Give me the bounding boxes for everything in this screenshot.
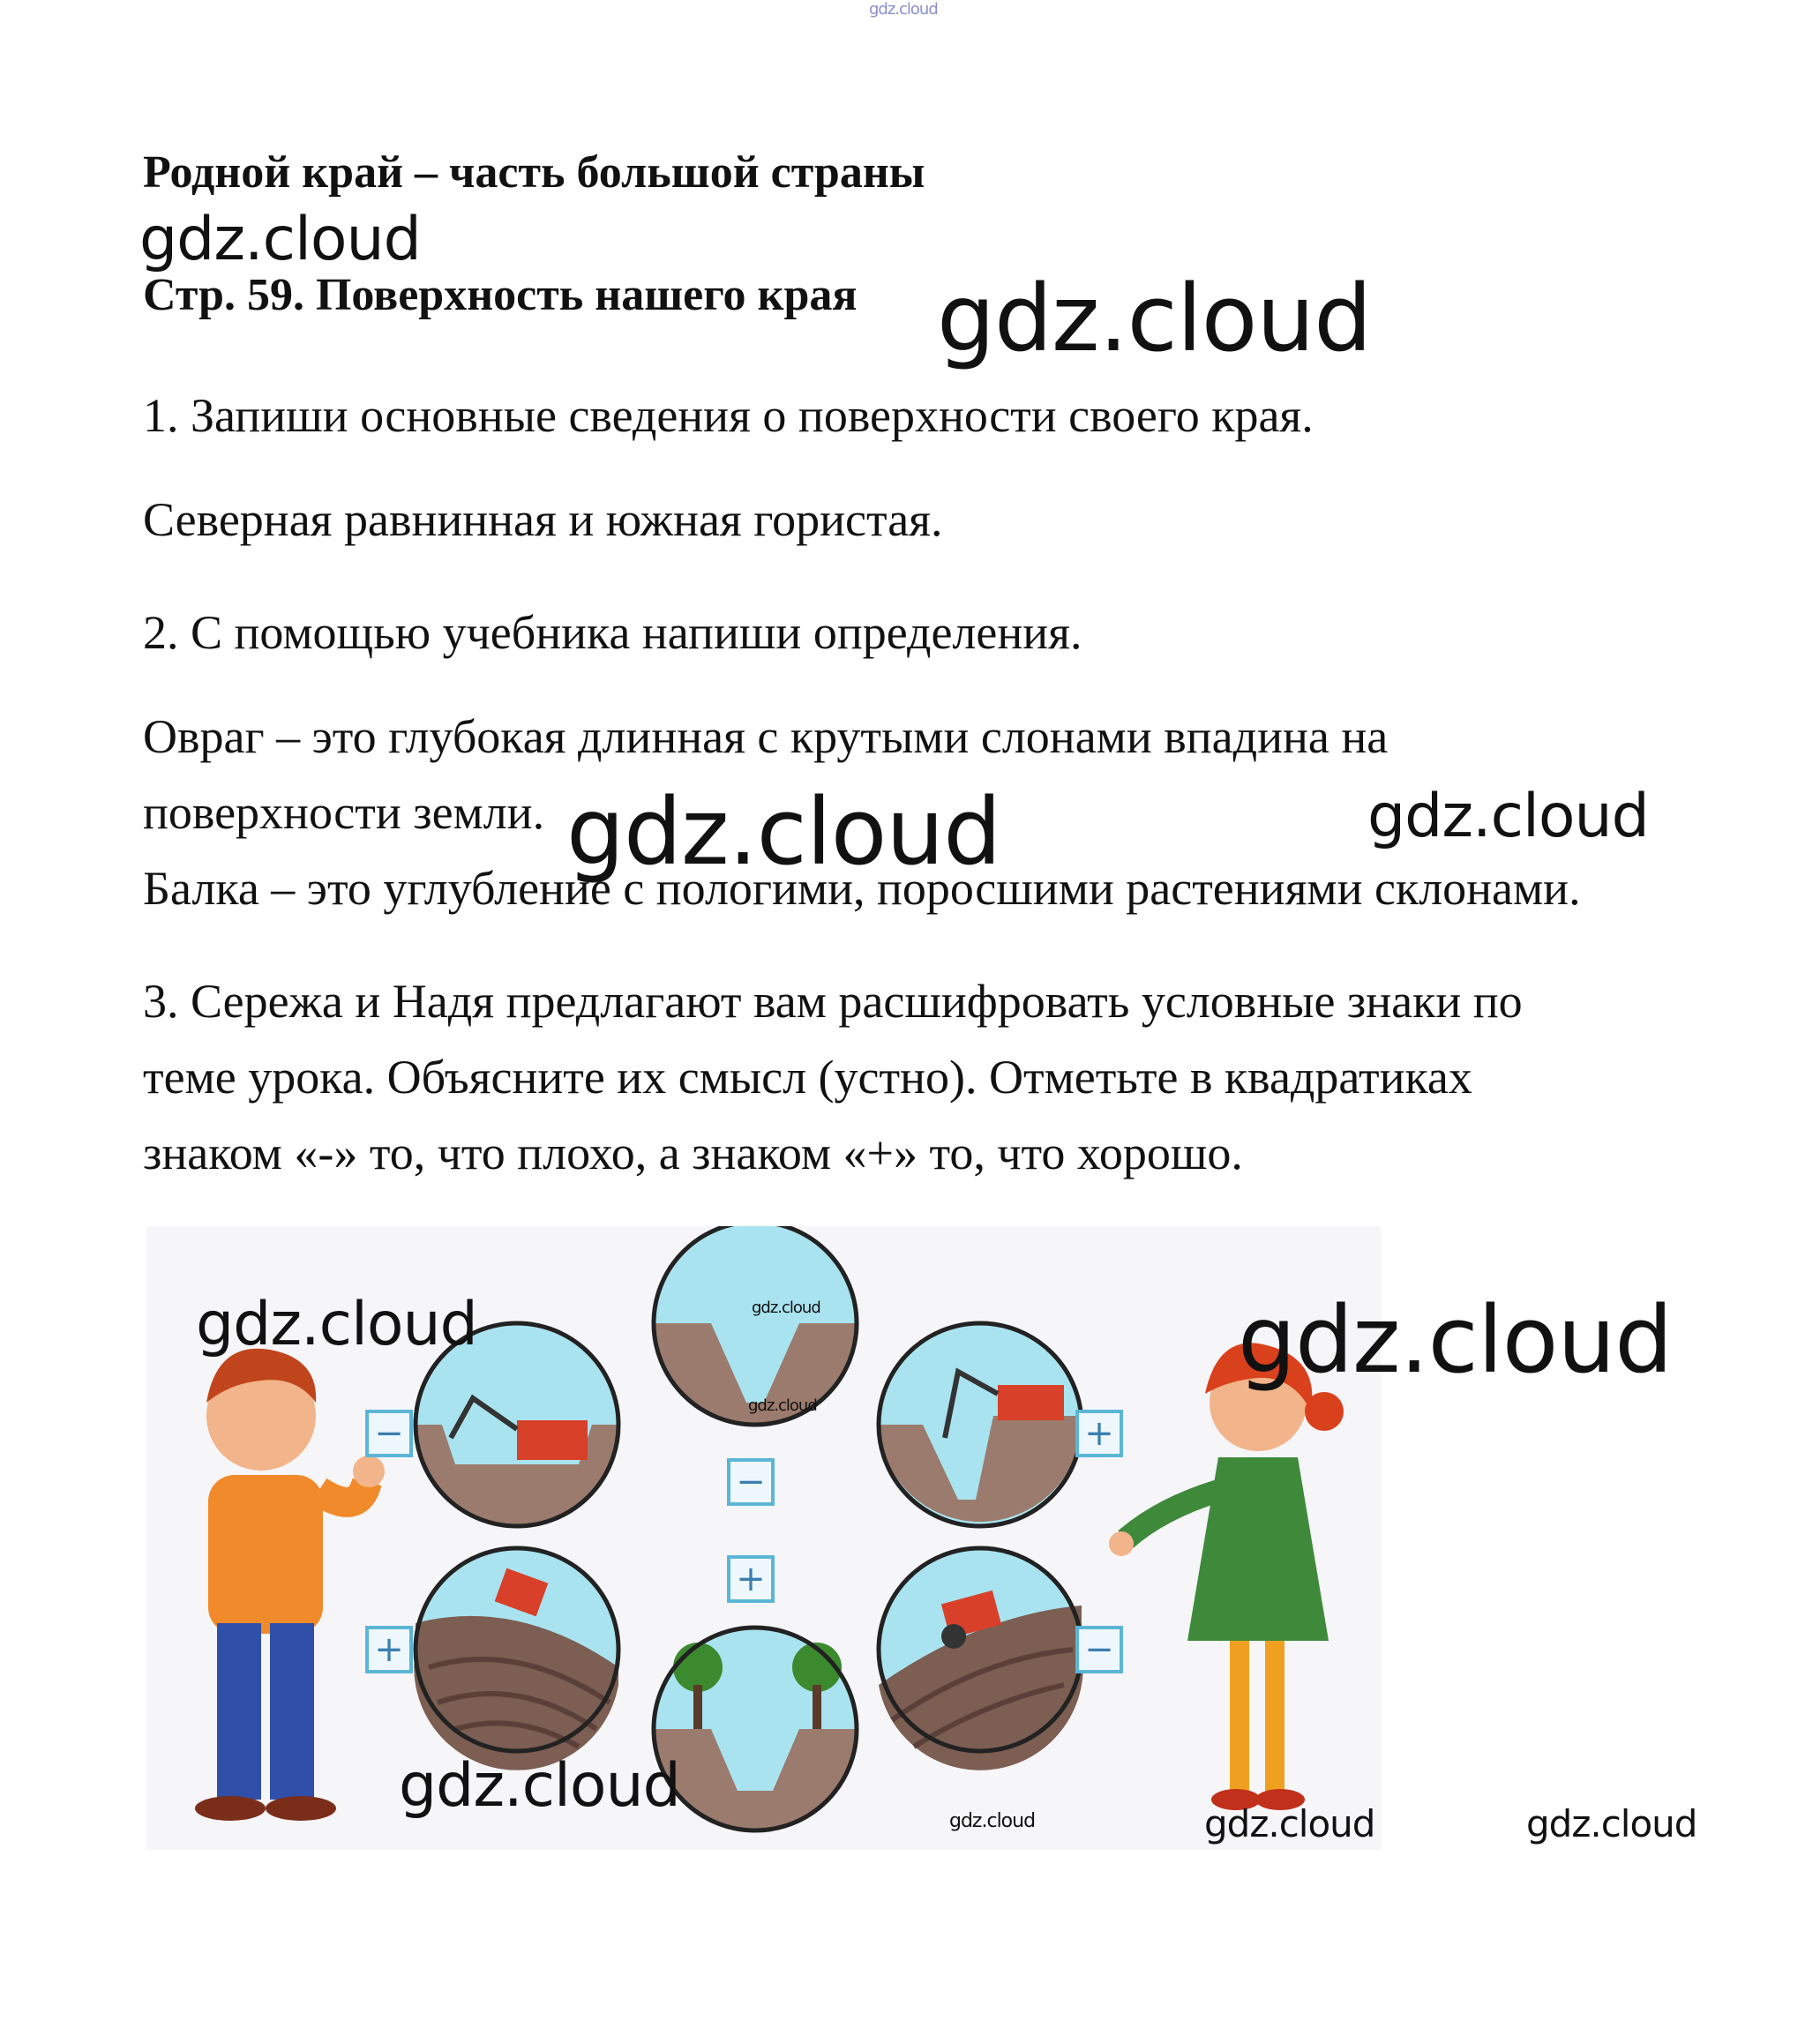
mark-box-4: + <box>374 1629 404 1670</box>
mark-box-2: − <box>736 1462 766 1502</box>
mark-box-6: − <box>1084 1629 1114 1670</box>
scene-tractor-right <box>879 1548 1083 1770</box>
mark-box-3: + <box>1084 1413 1114 1454</box>
top-watermark: gdz.cloud <box>869 0 938 19</box>
task-3-line-2: теме урока. Объясните их смысл (устно). Отметьте в квадратиках <box>143 1051 1472 1104</box>
watermark: gdz.cloud <box>752 1299 820 1317</box>
watermark: gdz.cloud <box>566 778 1001 886</box>
watermark: gdz.cloud <box>399 1751 680 1821</box>
page-title: Родной край – часть большой страны <box>143 147 925 198</box>
watermark: gdz.cloud <box>937 265 1372 372</box>
scene-trees <box>654 1628 857 1830</box>
answer-2-line-2: поверхности земли. <box>143 786 545 839</box>
watermark: gdz.cloud <box>1526 1802 1697 1845</box>
scene-tractor-left <box>414 1548 618 1770</box>
watermark: gdz.cloud <box>1204 1802 1375 1845</box>
task-3-line-3: знаком «-» то, что плохо, а знаком «+» то, что хорошо. <box>143 1127 1243 1179</box>
answer-1-text: Северная равнинная и южная гористая. <box>143 493 943 546</box>
watermark: gdz.cloud <box>1238 1286 1673 1394</box>
mark-box-1: − <box>374 1413 404 1454</box>
watermark: gdz.cloud <box>949 1810 1036 1832</box>
task-1-text: 1. Запиши основные сведения о поверхности своего края. <box>143 389 1314 442</box>
watermark: gdz.cloud <box>1367 782 1649 851</box>
task-3-line-1: 3. Сережа и Надя предлагают вам расшифровать условные знаки по <box>143 975 1523 1028</box>
girl-figure <box>1109 1343 1344 1810</box>
task-2-text: 2. С помощью учебника напиши определения. <box>143 606 1082 659</box>
watermark: gdz.cloud <box>748 1396 817 1415</box>
watermark: gdz.cloud <box>139 205 421 274</box>
watermark: gdz.cloud <box>196 1290 477 1359</box>
answer-2-line-1: Овраг – это глубокая длинная с крутыми слонами впадина на <box>143 710 1389 763</box>
mark-box-5: + <box>736 1559 766 1599</box>
answer-2-line-3: Балка – это углубление с пологими, поросшими растениями склонами. <box>143 862 1581 915</box>
scene-excavator-right <box>879 1323 1082 1526</box>
scene-ravine <box>654 1226 857 1425</box>
page-subtitle: Стр. 59. Поверхность нашего края <box>143 270 858 320</box>
boy-figure <box>195 1349 385 1821</box>
